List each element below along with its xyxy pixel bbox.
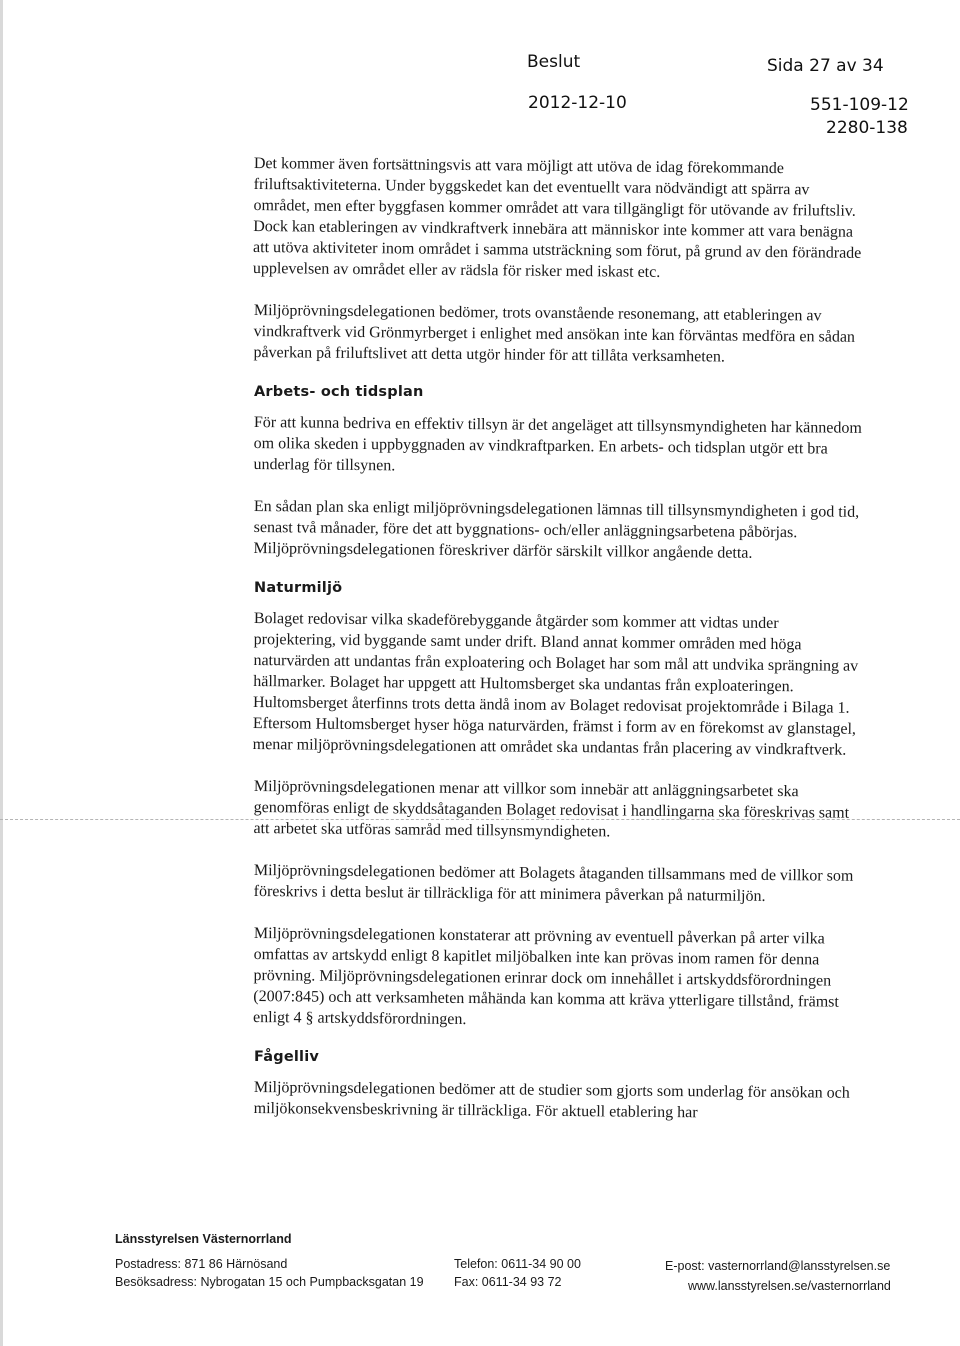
paragraph-arbets-2: En sådan plan ska enligt miljöprövningsdelegationen lämnas till tillsynsmyndigheten i god tid, senast två månader, före det att byggnations- och/eller anläggningsarbetena påbörjas. Miljöprövningsdelegationen föreskriver därför särskilt villkor angående detta. <box>253 497 860 562</box>
paragraph-natur-3: Miljöprövningsdelegationen bedömer att Bolagets åtaganden tillsammans med de villkor som föreskrivs i detta beslut är tillräckliga för att minimera påverkan på naturmiljön. <box>253 861 854 905</box>
document-type: Beslut <box>527 52 581 72</box>
scan-border <box>0 0 3 1346</box>
heading-fagelliv: Fågelliv <box>254 1049 320 1065</box>
paragraph-natur-1: Bolaget redovisar vilka skadeförebyggande åtgärder som kommer att vidtas under projektering, vid byggande samt under drift. Bland annat kommer områden med höga naturvärden att undantas från exploatering och Bolaget har som mål att undvika sprängning av hällmarker. Bolaget har uppgett att Hultomsberget ska undantas från exploateringen. Hultomsberget återfinns trots detta ändå inom av Bolaget redovisat projektområde i Bilaga 1. Eftersom Hultomsberget hyser höga naturvärden, främst i form av en förekomst av glanstagel, menar miljöprövningsdelegationen att området ska undantas från placering av vindkraftverk. <box>252 609 859 759</box>
heading-arbets-och-tidsplan: Arbets- och tidsplan <box>254 384 424 400</box>
case-number: 551-109-12 <box>810 95 909 115</box>
footer-postal-address: Postadress: 871 86 Härnösand <box>115 1257 288 1271</box>
footer-fax: Fax: 0611-34 93 72 <box>454 1275 562 1289</box>
footer-website: www.lansstyrelsen.se/vasternorrland <box>688 1279 891 1293</box>
decision-date: 2012-12-10 <box>528 93 627 113</box>
footer-phone: Telefon: 0611-34 90 00 <box>454 1257 581 1271</box>
heading-naturmiljo: Naturmiljö <box>254 580 343 596</box>
paragraph-natur-2: Miljöprövningsdelegationen menar att villkor som innebär att anläggningsarbetet ska genomföras enligt de skyddsåtaganden Bolaget redovisat i handlingarna ska föreskrivas samt att arbetet ska utföras samråd med tillsynsmyndigheten. <box>253 777 850 841</box>
footer-email: E-post: vasternorrland@lansstyrelsen.se <box>665 1259 891 1273</box>
footer-organization: Länsstyrelsen Västernorrland <box>115 1232 292 1246</box>
paragraph-friluftsliv: Det kommer även fortsättningsvis att vara möjligt att utöva de idag förekommande friluftsaktiviteterna. Under byggskedet kan det eventuellt vara nödvändigt att spärra av området, men efter byggfasen kommer området att vara tillgängligt för utövande av friluftsliv. Dock kan etableringen av vindkraftverk innebära att människor inte kommer att vara benägna att utöva aktiviteter inom området i samma utsträckning som förut, på grund av den förändrade upplevelsen av området eller av rädsla för risker med iskast etc. <box>252 154 862 281</box>
footer-visiting-address: Besöksadress: Nybrogatan 15 och Pumpbacksgatan 19 <box>115 1275 424 1289</box>
paragraph-fagel-1: Miljöprövningsdelegationen bedömer att de studier som gjorts som underlag för ansökan och miljökonsekvensbeskrivning är tillräckliga. För aktuell etablering har <box>253 1078 850 1122</box>
paragraph-arbets-1: För att kunna bedriva en effektiv tillsyn är det angeläget att tillsynsmyndigheten har kännedom om olika skeden i uppbyggnaden av vindkraftparken. En arbets- och tidsplan utgör ett bra underlag för tillsynen. <box>253 413 862 475</box>
scan-artifact-line <box>0 819 960 820</box>
paragraph-natur-4: Miljöprövningsdelegationen konstaterar att prövning av eventuell påverkan på arter vilka omfattas av artskydd enligt 8 kapitlet miljöbalken inte kan prövas inom ramen för denna prövning. Miljöprövningsdelegationen erinrar dock om innehållet i artskyddsförordningen (2007:845) och att verksamheten måhända kan komma att kräva ytterligare tillstånd, främst enligt 4 § artskyddsförordningen. <box>253 924 839 1029</box>
page-number: Sida 27 av 34 <box>767 56 884 76</box>
document-body <box>254 153 864 1140</box>
paragraph-friluftsliv-assessment: Miljöprövningsdelegationen bedömer, trots ovanstående resonemang, att etableringen av vindkraftverk vid Grönmyrberget i enlighet med ansökan inte kan förväntas medföra en sådan påverkan på friluftslivet att detta utgör hinder för att tillåta verksamheten. <box>253 301 856 366</box>
case-number-secondary: 2280-138 <box>826 118 908 138</box>
